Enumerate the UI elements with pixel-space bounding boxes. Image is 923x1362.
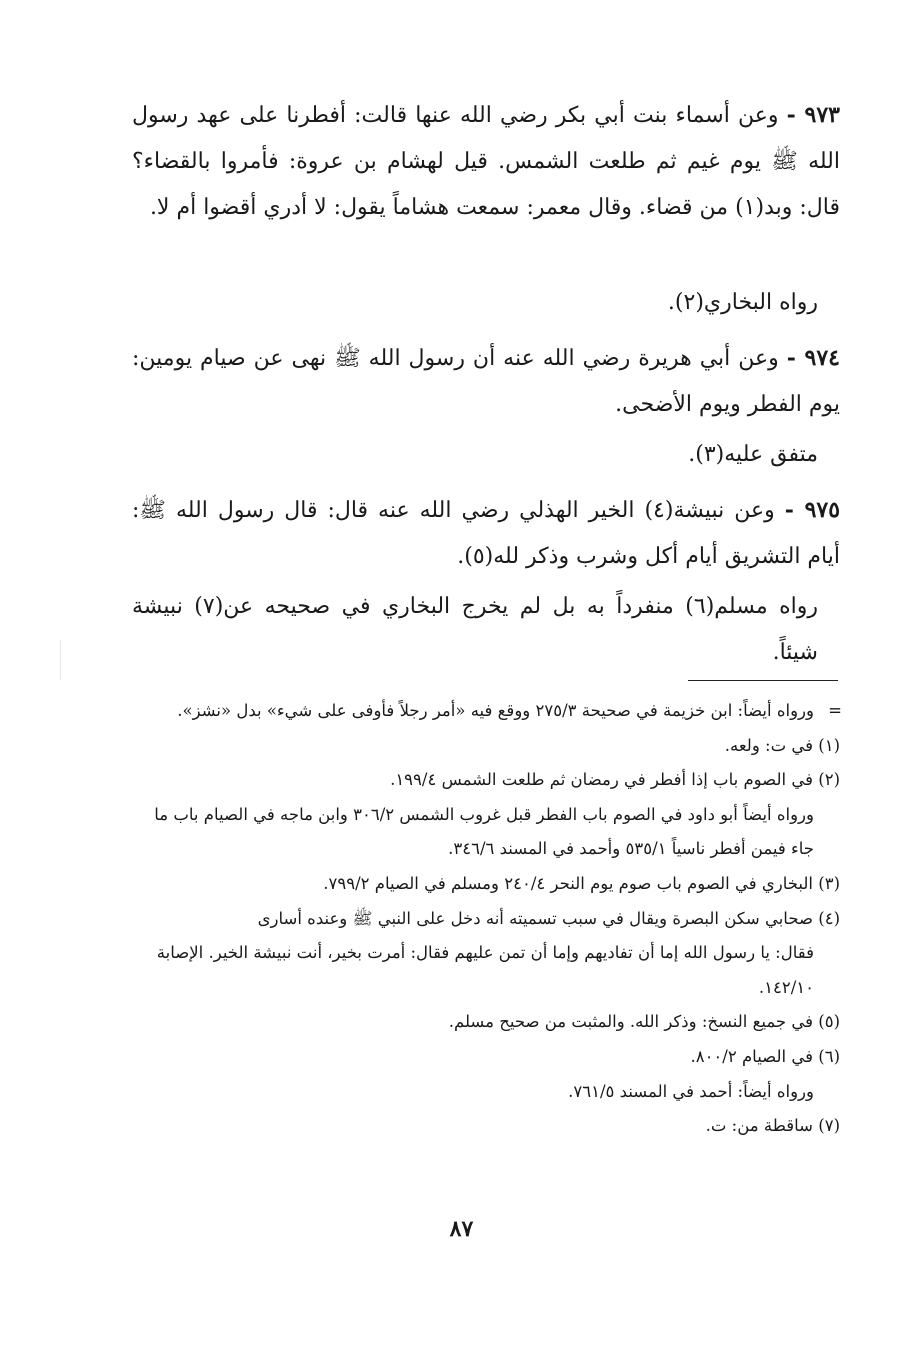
hadith-number: ٩٧٣ - <box>786 102 840 128</box>
hadith-number: ٩٧٥ - <box>784 497 841 523</box>
footnote-2-extra: ورواه أيضاً أبو داود في الصوم باب الفطر قبل غروب الشمس ٣٠٦/٢ وابن ماجه في الصيام باب ما جاء فيمن أفطر ناسياً ٥٣٥/١ وأحمد في المسند ٣٤٦/٦. <box>154 804 814 859</box>
footnote-1: (١) في ت: ولعه. <box>724 735 840 755</box>
footnote-7: (٧) ساقطة من: ت. <box>705 1116 840 1136</box>
footnotes <box>140 694 840 1144</box>
footnote-3: (٣) البخاري في الصوم باب صوم يوم النحر ٢٤٠/٤ ومسلم في الصيام ٧٩٩/٢. <box>323 873 840 893</box>
hadith-text: وعن أبي هريرة رضي الله عنه أن رسول الله ﷺ نهى عن صيام يومين: يوم الفطر ويوم الأضحى. <box>132 346 840 417</box>
hadith-973-source <box>132 280 840 326</box>
hadith-973 <box>132 92 840 231</box>
hadith-975-source <box>132 584 840 676</box>
footnote-separator <box>688 680 838 681</box>
hadith-975 <box>132 487 840 580</box>
scan-artifact-line <box>60 640 61 680</box>
source-line: رواه البخاري(٢). <box>667 290 818 315</box>
source-line: متفق عليه(٣). <box>688 442 818 467</box>
footnote-continuation: ورواه أيضاً: ابن خزيمة في صحيحة ٢٧٥/٣ ووقع فيه «أمر رجلاً فأوفى على شيء» بدل «نشز». <box>177 701 814 720</box>
footnote-4-continued: فقال: يا رسول الله إما أن تفاديهم وإما أن تمن عليهم فقال: أمرت بخير، أنت نبيشة الخير. الإصابة ١٤٢/١٠. <box>156 943 814 997</box>
continuation-mark: = <box>828 701 842 720</box>
footnote-6-extra: ورواه أيضاً: أحمد في المسند ٧٦١/٥. <box>568 1081 814 1101</box>
footnote-4: (٤) صحابي سكن البصرة ويقال في سبب تسميته أنه دخل على النبي ﷺ وعنده أسارى <box>257 908 840 928</box>
footnote-5: (٥) في جميع النسخ: وذكر الله. والمثبت من صحيح مسلم. <box>448 1012 840 1032</box>
hadith-974 <box>132 335 840 428</box>
footnote-2: (٢) في الصوم باب إذا أفطر في رمضان ثم طلعت الشمس ١٩٩/٤. <box>390 770 840 790</box>
hadith-974-source <box>132 432 840 478</box>
source-line: رواه مسلم(٦) منفرداً به بل لم يخرج البخاري في صحيحه عن(٧) نبيشة شيئاً. <box>132 594 818 665</box>
footnote-6: (٦) في الصيام ٨٠٠/٢. <box>690 1046 840 1066</box>
hadith-text: وعن أسماء بنت أبي بكر رضي الله عنها قالت: أفطرنا على عهد رسول الله ﷺ يوم غيم ثم طلعت الشمس. قيل لهشام بن عروة: فأمروا بالقضاء؟ قال: وبد(١) من قضاء. وقال معمر: سمعت هشاماً يقول: لا أدري أقضوا أم لا. <box>132 103 840 220</box>
hadith-text: وعن نبيشة(٤) الخير الهذلي رضي الله عنه قال: قال رسول الله ﷺ: أيام التشريق أيام أكل وشرب وذكر لله(٥). <box>132 498 840 569</box>
hadith-number: ٩٧٤ - <box>786 345 840 371</box>
page-number: ٨٧ <box>449 1216 474 1242</box>
